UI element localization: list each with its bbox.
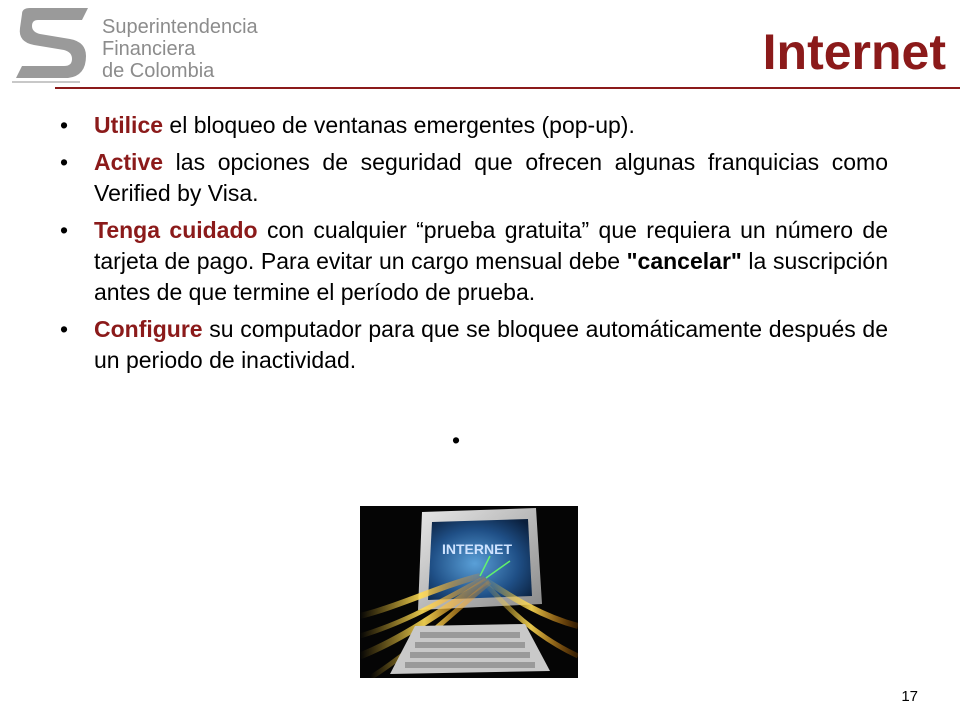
empty-bullet: •: [452, 427, 461, 453]
bullet-item: [60, 110, 888, 141]
bullet-text: el bloqueo de ventanas emergentes (pop-up).: [163, 112, 635, 138]
logo-line-3: de Colombia: [102, 60, 215, 82]
bullet-item: [60, 147, 888, 209]
bullet-keyword: Tenga cuidado: [94, 217, 258, 243]
bullet-keyword: Utilice: [94, 112, 164, 138]
logo-line-1: Superintendencia: [102, 16, 258, 38]
computer-illustration-icon: [360, 506, 578, 678]
bullet-text: con cualquier “prueba gratuita” que requiera un número de tarjeta de pago. Para evitar un cargo mensual debe: [94, 217, 888, 274]
logo-line-2: Financiera: [102, 38, 196, 60]
bullet-keyword: Active: [94, 149, 164, 175]
bullet-dot: •: [60, 112, 69, 138]
internet-computer-image: [360, 506, 578, 678]
logo-mark-icon: [10, 6, 95, 84]
bullet-dot: •: [60, 149, 69, 175]
slide-title: Internet: [762, 24, 946, 80]
bullet-list: [60, 110, 888, 382]
bullet-keyword: Configure: [94, 316, 203, 342]
page-number: 17: [901, 688, 918, 705]
bullet-emphasis: "cancelar": [626, 248, 742, 274]
bullet-text: su computador para que se bloquee automáticamente después de un periodo de inactividad.: [94, 316, 888, 373]
logo-text: [102, 16, 258, 82]
image-caption: INTERNET: [442, 541, 512, 557]
bullet-dot: •: [60, 316, 69, 342]
title-divider: [55, 87, 960, 89]
superintendencia-logo: [10, 6, 260, 86]
bullet-text: las opciones de seguridad que ofrecen algunas franquicias como Verified by Visa.: [94, 149, 888, 206]
bullet-dot: •: [60, 217, 69, 243]
bullet-item: [60, 215, 888, 308]
bullet-text: la suscripción antes de que termine el período de prueba.: [94, 248, 888, 305]
bullet-item: [60, 314, 888, 376]
